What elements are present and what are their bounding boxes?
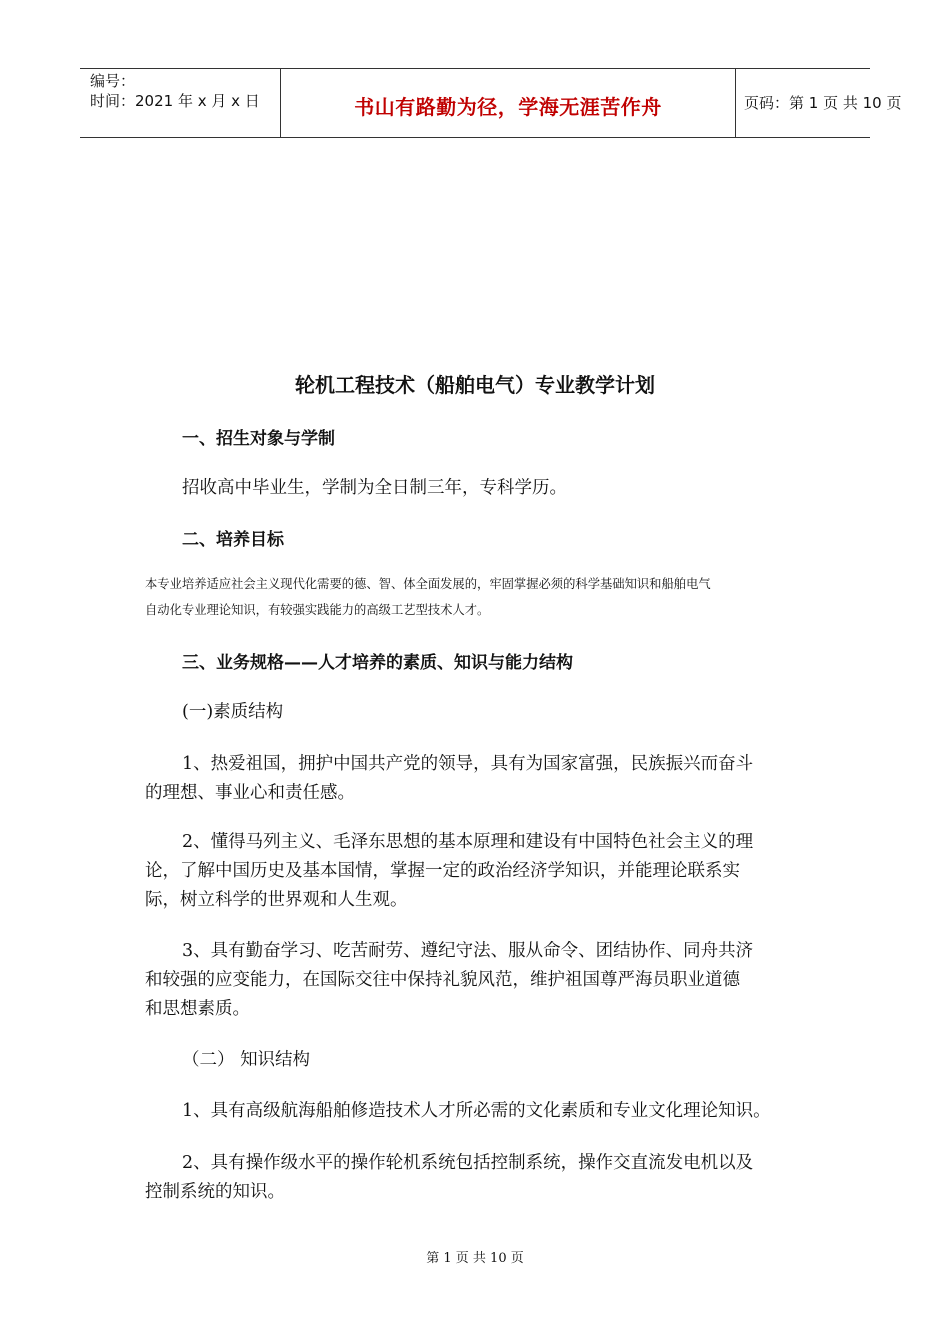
quality-item-1-line-1: 1、热爱祖国，拥护中国共产党的领导，具有为国家富强，民族振兴而奋斗 — [182, 754, 754, 774]
header-page-cell — [736, 69, 902, 137]
quality-item-3-line-3: 和思想素质。 — [145, 999, 250, 1019]
knowledge-item-2-line-2: 控制系统的知识。 — [145, 1182, 285, 1202]
date-label: 时间：2021 年 x 月 x 日 — [90, 92, 260, 110]
knowledge-item-2-line-1: 2、具有操作级水平的操作轮机系统包括控制系统，操作交直流发电机以及 — [182, 1153, 754, 1173]
quality-item-2-line-2: 论，了解中国历史及基本国情，掌握一定的政治经济学知识，并能理论联系实 — [145, 861, 740, 881]
section-2-heading: 二、培养目标 — [182, 530, 284, 550]
motto-text: 书山有路勤为径，学海无涯苦作舟 — [354, 95, 662, 119]
document-title: 轮机工程技术（船舶电气）专业教学计划 — [295, 373, 655, 397]
quality-item-1-line-2: 的理想、事业心和责任感。 — [145, 783, 355, 803]
section-2-line-1: 本专业培养适应社会主义现代化需要的德、智、体全面发展的，牢固掌握必须的科学基础知识和船舶电气 — [145, 577, 711, 591]
subsection-knowledge-heading: （二） 知识结构 — [182, 1050, 311, 1070]
header-meta-cell — [80, 69, 281, 137]
section-3-heading: 三、业务规格——人才培养的素质、知识与能力结构 — [182, 653, 573, 673]
knowledge-item-1-line-1: 1、具有高级航海船舶修造技术人才所必需的文化素质和专业文化理论知识。 — [182, 1101, 771, 1121]
section-1-text: 招收高中毕业生，学制为全日制三年，专科学历。 — [182, 478, 567, 498]
quality-item-3-line-1: 3、具有勤奋学习、吃苦耐劳、遵纪守法、服从命令、团结协作、同舟共济 — [182, 941, 754, 961]
serial-label: 编号： — [90, 72, 136, 90]
quality-item-2-line-1: 2、懂得马列主义、毛泽东思想的基本原理和建设有中国特色社会主义的理 — [182, 832, 754, 852]
page-footer: 第 1 页 共 10 页 — [426, 1251, 524, 1266]
quality-item-3-line-2: 和较强的应变能力，在国际交往中保持礼貌风范，维护祖国尊严海员职业道德 — [145, 970, 740, 990]
document-header — [80, 68, 902, 138]
page-code: 页码：第 1 页 共 10 页 — [744, 94, 902, 112]
header-motto-cell — [281, 69, 736, 137]
section-1-heading: 一、招生对象与学制 — [182, 429, 335, 449]
quality-item-2-line-3: 际，树立科学的世界观和人生观。 — [145, 890, 408, 910]
section-2-line-2: 自动化专业理论知识，有较强实践能力的高级工艺型技术人才。 — [145, 603, 490, 617]
subsection-quality-heading: (一)素质结构 — [182, 702, 284, 722]
